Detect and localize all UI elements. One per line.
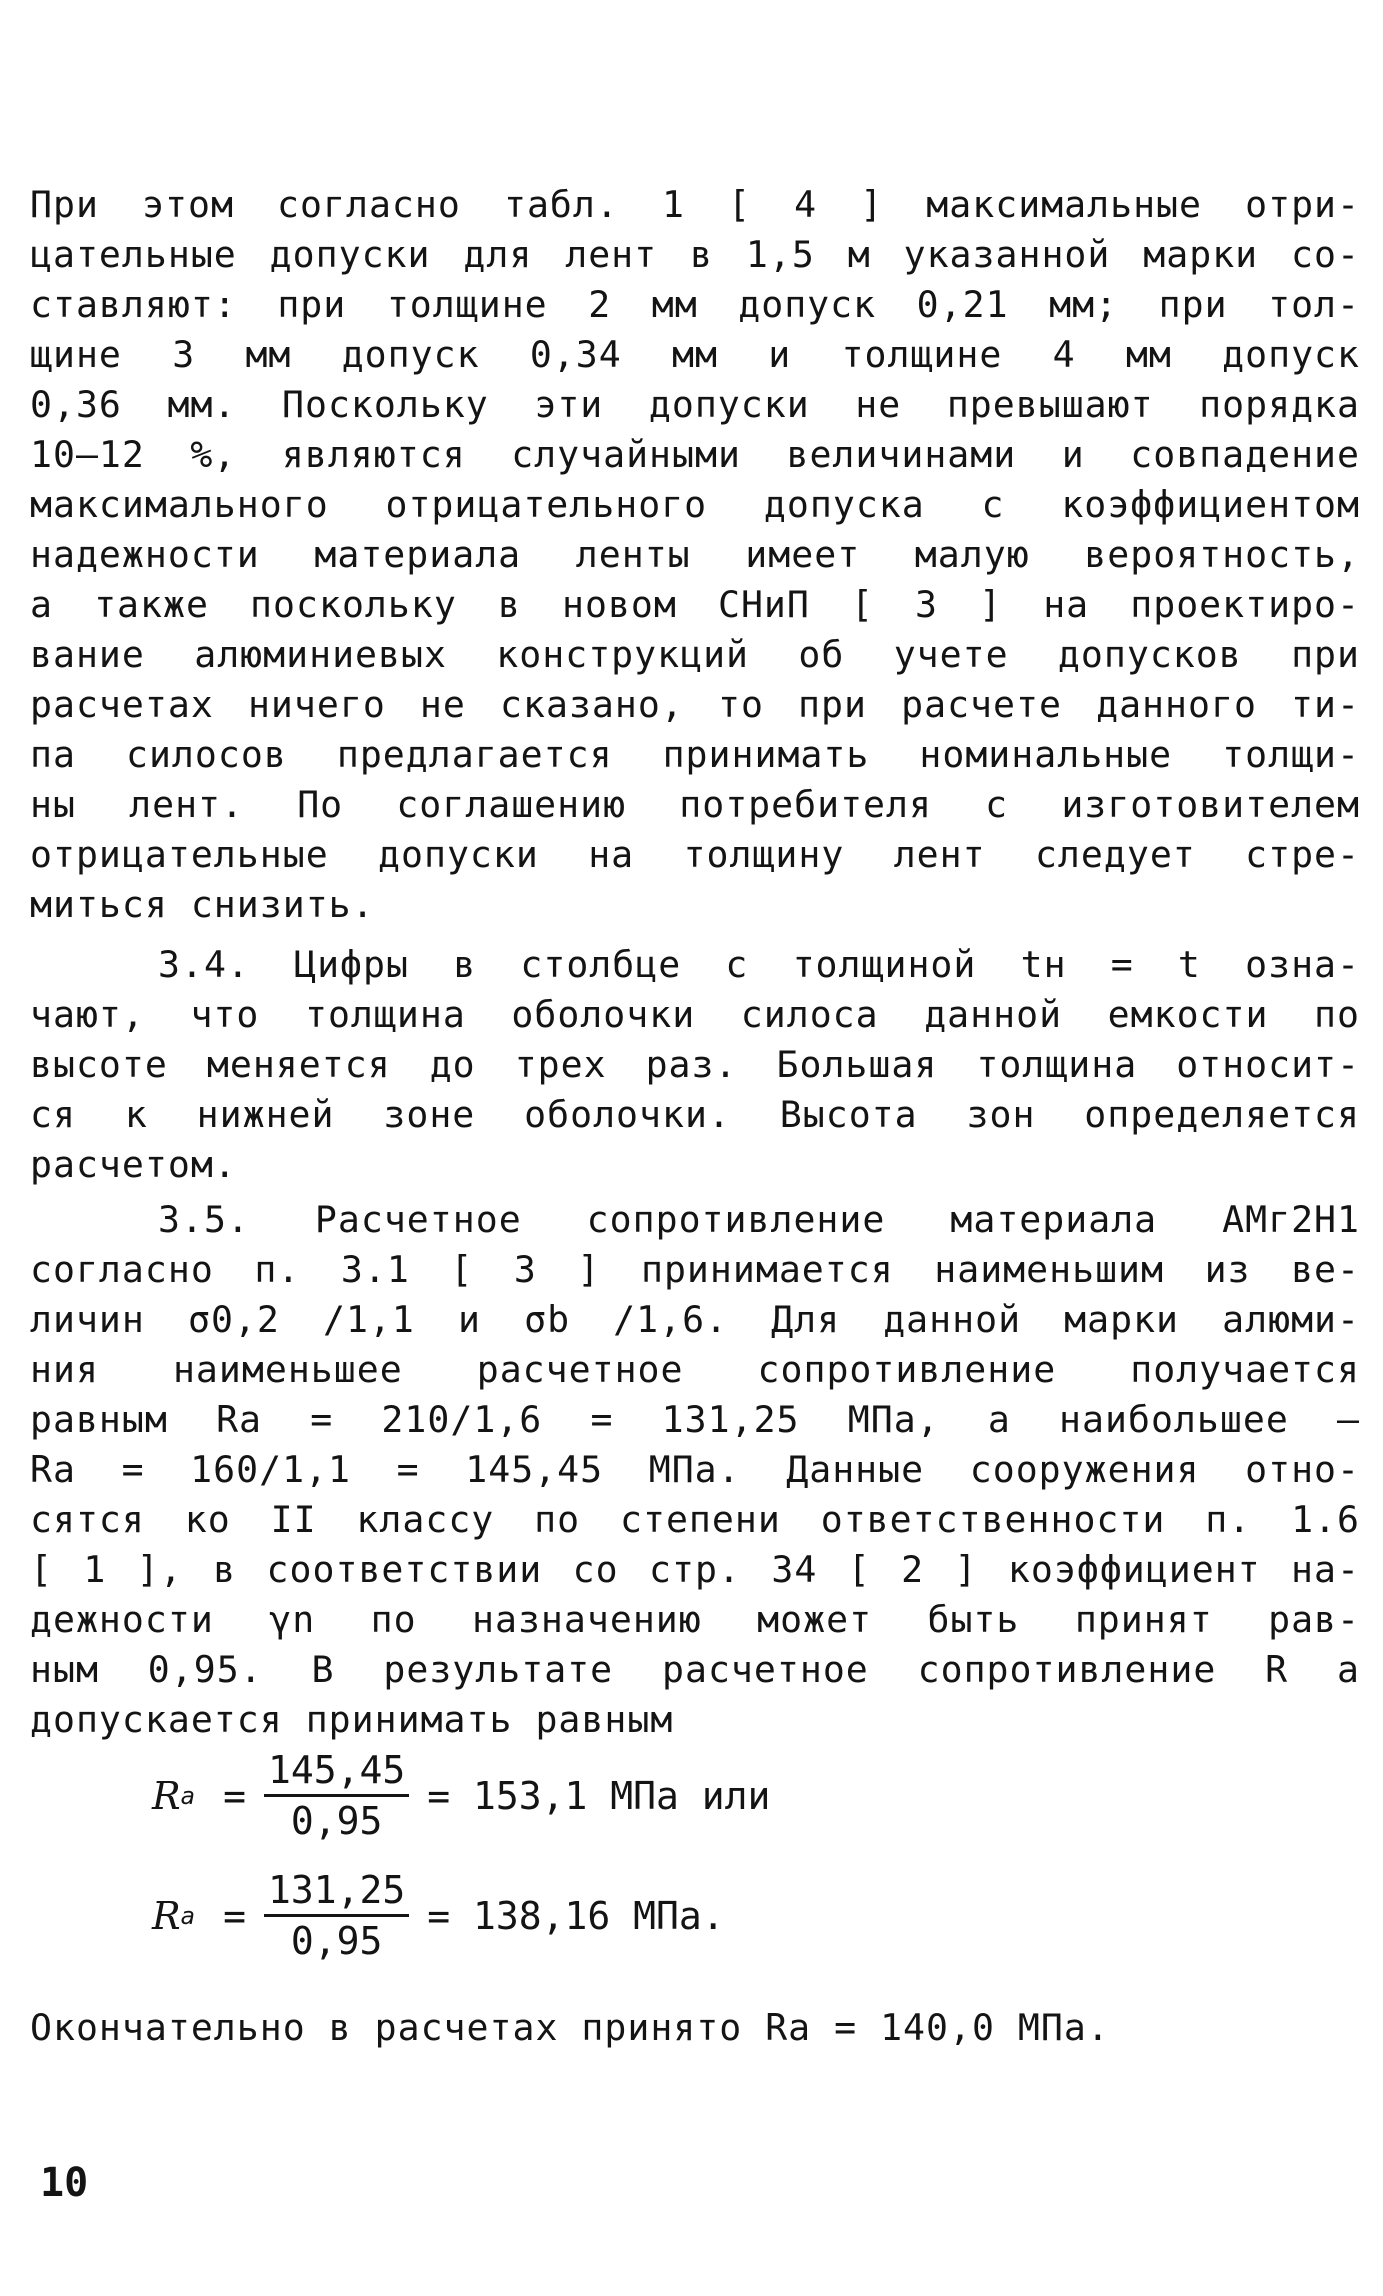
fraction-numerator: 131,25 [264,1868,409,1917]
formula-subscript: a [180,1781,196,1810]
text-line: вание алюминиевых конструкций об учете допусков при [30,633,1360,676]
text-line: высоте меняется до трех раз. Большая толщина относит- [30,1043,1360,1086]
text-line: отрицательные допуски на толщину лент следует стре- [30,833,1360,876]
equals-sign: = [223,1773,246,1818]
text-line: миться снизить. [30,883,375,926]
text-line: па силосов предлагается принимать номинальные толщи- [30,733,1360,776]
text-line: 3.4. Цифры в столбце с толщиной tн = t озна- [158,943,1360,986]
text-line: сятся ко II классу по степени ответственности п. 1.6 [30,1498,1360,1541]
formula-min-resistance [152,1868,725,1963]
conclusion [30,2003,1360,2053]
text-line: 3.5. Расчетное сопротивление материала АМг2Н1 [158,1198,1360,1241]
text-line: максимального отрицательного допуска с коэффициентом [30,483,1360,526]
text-line: ны лент. По соглашению потребителя с изготовителем [30,783,1360,826]
text-line: ся к нижней зоне оболочки. Высота зон определяется [30,1093,1360,1136]
text-line: ным 0,95. В результате расчетное сопротивление R a [30,1648,1360,1691]
text-line: 10–12 %, являются случайными величинами и совпадение [30,433,1360,476]
text-line: расчетах ничего не сказано, то при расчете данного ти- [30,683,1360,726]
text-line: щине 3 мм допуск 0,34 мм и толщине 4 мм допуск [30,333,1360,376]
formula-symbol: R [152,1773,181,1818]
paragraph-3-4 [30,940,1360,1190]
formula-result: = 153,1 МПа или [427,1773,771,1818]
text-line: чают, что толщина оболочки силоса данной емкости по [30,993,1360,1036]
formula-symbol: R [152,1893,181,1938]
text-line: допускается принимать равным [30,1698,674,1741]
text-line: а также поскольку в новом СНиП [ 3 ] на проектиро- [30,583,1360,626]
formula-max-resistance [152,1748,770,1843]
formula-subscript: a [180,1901,196,1930]
page-number: 10 [40,2160,89,2206]
text-line: дежности γn по назначению может быть принят рав- [30,1598,1360,1641]
fraction [264,1748,409,1843]
fraction-numerator: 145,45 [264,1748,409,1797]
text-line: надежности материала ленты имеет малую вероятность, [30,533,1360,576]
fraction-denominator: 0,95 [290,1799,383,1843]
formula-result: = 138,16 МПа. [427,1893,725,1938]
text-line: ставляют: при толщине 2 мм допуск 0,21 мм; при тол- [30,283,1360,326]
text-line: равным Ra = 210/1,6 = 131,25 МПа, а наибольшее – [30,1398,1360,1441]
paragraph-3-5 [30,1195,1360,1745]
text-line: цательные допуски для лент в 1,5 м указанной марки со- [30,233,1360,276]
fraction [264,1868,409,1963]
equals-sign: = [223,1893,246,1938]
conclusion-text: Окончательно в расчетах принято Ra = 140,0 МПа. [30,2006,1110,2049]
paragraph-tolerances [30,180,1360,930]
text-line: Ra = 160/1,1 = 145,45 МПа. Данные сооружения отно- [30,1448,1360,1491]
fraction-denominator: 0,95 [290,1919,383,1963]
text-line: расчетом. [30,1143,237,1186]
text-line: согласно п. 3.1 [ 3 ] принимается наименьшим из ве- [30,1248,1360,1291]
text-line: При этом согласно табл. 1 [ 4 ] максимальные отри- [30,183,1360,226]
text-line: личин σ0,2 /1,1 и σb /1,6. Для данной марки алюми- [30,1298,1360,1341]
text-line: 0,36 мм. Поскольку эти допуски не превышают порядка [30,383,1360,426]
text-line: [ 1 ], в соответствии со стр. 34 [ 2 ] коэффициент на- [30,1548,1360,1591]
text-line: ния наименьшее расчетное сопротивление получается [30,1348,1360,1391]
